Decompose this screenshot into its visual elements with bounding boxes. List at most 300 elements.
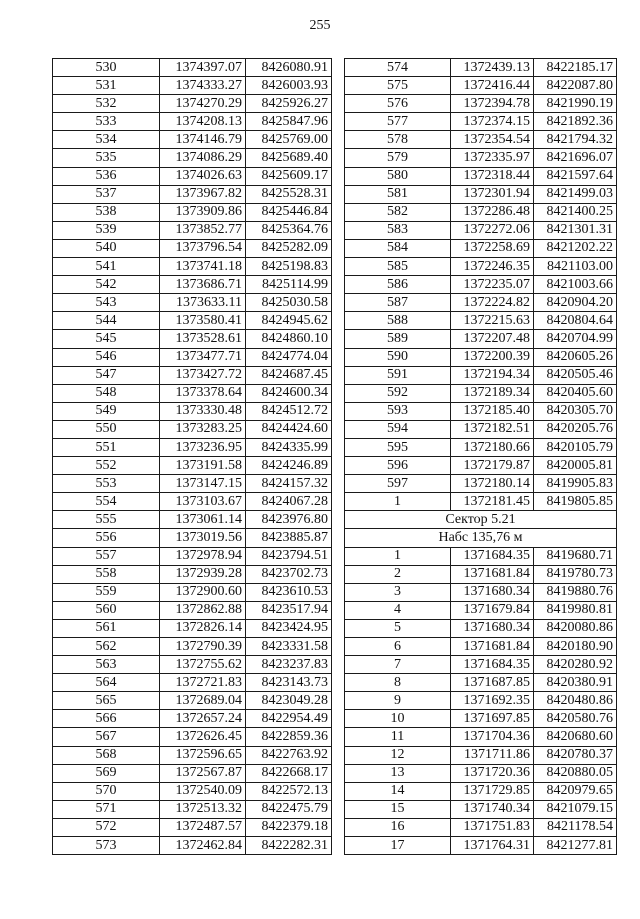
table-row [345,312,617,330]
table-row [345,348,617,366]
table-row [53,800,332,818]
coord-y: 8419780.73 [534,565,617,583]
table-row [53,674,332,692]
coord-x: 1372181.45 [451,493,534,511]
point-number: 592 [345,384,451,402]
point-number: 533 [53,113,160,131]
point-number: 565 [53,692,160,710]
point-number: 563 [53,656,160,674]
table-row [345,167,617,185]
coord-x: 1371720.36 [451,764,534,782]
coord-x: 1372790.39 [160,638,246,656]
table-row [53,203,332,221]
point-number: 1 [345,493,451,511]
table-row [53,837,332,855]
coord-y: 8425847.96 [246,113,332,131]
coord-y: 8424600.34 [246,384,332,402]
coord-x: 1371692.35 [451,692,534,710]
coord-y: 8422763.92 [246,746,332,764]
point-number: 568 [53,746,160,764]
point-number: 571 [53,800,160,818]
point-number: 530 [53,59,160,77]
table-row [345,475,617,493]
coord-y: 8420505.46 [534,366,617,384]
coord-y: 8423702.73 [246,565,332,583]
coord-y: 8425609.17 [246,167,332,185]
point-number: 597 [345,475,451,493]
point-number: 543 [53,294,160,312]
coord-x: 1373477.71 [160,348,246,366]
coord-x: 1372462.84 [160,837,246,855]
coord-y: 8421990.19 [534,95,617,113]
point-number: 540 [53,239,160,257]
coord-x: 1372394.78 [451,95,534,113]
table-row [53,294,332,312]
table-row [53,493,332,511]
coord-x: 1371681.84 [451,565,534,583]
coord-y: 8421277.81 [534,837,617,855]
coord-y: 8423794.51 [246,547,332,565]
coord-x: 1372826.14 [160,619,246,637]
coord-y: 8422859.36 [246,728,332,746]
point-number: 566 [53,710,160,728]
table-row [345,95,617,113]
table-row [53,330,332,348]
coord-x: 1371680.34 [451,619,534,637]
coord-x: 1373741.18 [160,258,246,276]
coord-x: 1372318.44 [451,167,534,185]
coord-y: 8421597.64 [534,167,617,185]
point-number: 16 [345,818,451,836]
point-number: 17 [345,837,451,855]
point-number: 590 [345,348,451,366]
point-number: 564 [53,674,160,692]
coord-y: 8419680.71 [534,547,617,565]
coord-x: 1372179.87 [451,457,534,475]
table-row [53,276,332,294]
point-number: 573 [53,837,160,855]
table-row [345,330,617,348]
point-number: 2 [345,565,451,583]
coord-y: 8419905.83 [534,475,617,493]
coord-x: 1373686.71 [160,276,246,294]
point-number: 535 [53,149,160,167]
point-number: 541 [53,258,160,276]
coord-x: 1372200.39 [451,348,534,366]
coord-y: 8425689.40 [246,149,332,167]
table-row [53,746,332,764]
table-row [53,420,332,438]
coord-x: 1372258.69 [451,239,534,257]
table-row [345,366,617,384]
point-number: 584 [345,239,451,257]
table-row [345,619,617,637]
coordinates-table-right [344,58,617,855]
coord-x: 1372513.32 [160,800,246,818]
point-number: 591 [345,366,451,384]
point-number: 560 [53,601,160,619]
point-number: 556 [53,529,160,547]
table-row [345,728,617,746]
coord-y: 8421202.22 [534,239,617,257]
table-row [345,402,617,420]
coord-x: 1372246.35 [451,258,534,276]
point-number: 15 [345,800,451,818]
coord-x: 1373191.58 [160,457,246,475]
coord-y: 8426003.93 [246,77,332,95]
coord-x: 1372354.54 [451,131,534,149]
table-row [345,113,617,131]
coord-y: 8426080.91 [246,59,332,77]
point-number: 561 [53,619,160,637]
point-number: 13 [345,764,451,782]
table-row [53,113,332,131]
table-row [345,692,617,710]
point-number: 593 [345,402,451,420]
coord-y: 8423237.83 [246,656,332,674]
coord-y: 8422572.13 [246,782,332,800]
coord-x: 1371711.86 [451,746,534,764]
table-row [53,185,332,203]
point-number: 587 [345,294,451,312]
coord-x: 1374333.27 [160,77,246,95]
coord-y: 8424157.32 [246,475,332,493]
table-row [53,475,332,493]
coord-x: 1372224.82 [451,294,534,312]
coord-y: 8420180.90 [534,638,617,656]
coord-x: 1372978.94 [160,547,246,565]
coord-y: 8420680.60 [534,728,617,746]
table-row [345,384,617,402]
point-number: 574 [345,59,451,77]
table-row [53,258,332,276]
table-row [345,438,617,456]
table-row [345,800,617,818]
coord-x: 1374270.29 [160,95,246,113]
point-number: 578 [345,131,451,149]
point-number: 537 [53,185,160,203]
coord-y: 8421794.32 [534,131,617,149]
coord-x: 1372180.66 [451,438,534,456]
coordinates-table-left [52,58,332,855]
coord-y: 8420205.76 [534,420,617,438]
sector-title-row [345,511,617,529]
table-row [345,149,617,167]
coord-y: 8420580.76 [534,710,617,728]
table-row [345,59,617,77]
point-number: 534 [53,131,160,149]
coord-y: 8423976.80 [246,511,332,529]
coord-y: 8422282.31 [246,837,332,855]
table-row [345,420,617,438]
coord-x: 1372194.34 [451,366,534,384]
table-row [53,131,332,149]
table-row [53,601,332,619]
coord-y: 8424512.72 [246,402,332,420]
point-number: 12 [345,746,451,764]
coord-x: 1372185.40 [451,402,534,420]
coord-y: 8421892.36 [534,113,617,131]
point-number: 550 [53,420,160,438]
table-row [345,258,617,276]
coord-x: 1372567.87 [160,764,246,782]
point-number: 567 [53,728,160,746]
point-number: 594 [345,420,451,438]
table-row [345,131,617,149]
coord-y: 8423517.94 [246,601,332,619]
coord-y: 8422954.49 [246,710,332,728]
point-number: 589 [345,330,451,348]
table-row [345,746,617,764]
point-number: 559 [53,583,160,601]
point-number: 538 [53,203,160,221]
table-row [345,493,617,511]
coord-x: 1371681.84 [451,638,534,656]
coord-x: 1373852.77 [160,221,246,239]
table-row [53,529,332,547]
table-row [53,656,332,674]
point-number: 570 [53,782,160,800]
coord-y: 8422379.18 [246,818,332,836]
coord-y: 8424335.99 [246,438,332,456]
point-number: 551 [53,438,160,456]
coord-x: 1373378.64 [160,384,246,402]
coord-y: 8420305.70 [534,402,617,420]
coord-x: 1373528.61 [160,330,246,348]
coord-y: 8420280.92 [534,656,617,674]
coord-y: 8420480.86 [534,692,617,710]
table-row [53,818,332,836]
coord-x: 1373580.41 [160,312,246,330]
point-number: 582 [345,203,451,221]
point-number: 549 [53,402,160,420]
coord-x: 1372207.48 [451,330,534,348]
coord-x: 1374086.29 [160,149,246,167]
sector-height-row [345,529,617,547]
point-number: 9 [345,692,451,710]
point-number: 558 [53,565,160,583]
coord-y: 8425528.31 [246,185,332,203]
coord-y: 8423885.87 [246,529,332,547]
coord-x: 1372755.62 [160,656,246,674]
coord-y: 8421499.03 [534,185,617,203]
coord-y: 8422087.80 [534,77,617,95]
point-number: 586 [345,276,451,294]
coord-x: 1371684.35 [451,547,534,565]
page-number: 255 [309,18,331,33]
coord-x: 1372626.45 [160,728,246,746]
table-row [53,619,332,637]
coord-y: 8421003.66 [534,276,617,294]
point-number: 532 [53,95,160,113]
coord-x: 1371740.34 [451,800,534,818]
coord-y: 8424246.89 [246,457,332,475]
point-number: 562 [53,638,160,656]
coord-y: 8421400.25 [534,203,617,221]
coord-x: 1372487.57 [160,818,246,836]
coord-y: 8425926.27 [246,95,332,113]
point-number: 536 [53,167,160,185]
coord-x: 1372286.48 [451,203,534,221]
table-row [345,203,617,221]
point-number: 4 [345,601,451,619]
coord-x: 1371697.85 [451,710,534,728]
point-number: 596 [345,457,451,475]
table-row [53,59,332,77]
point-number: 5 [345,619,451,637]
table-row [53,692,332,710]
coord-y: 8420005.81 [534,457,617,475]
table-row [345,457,617,475]
coord-x: 1373909.86 [160,203,246,221]
table-row [53,167,332,185]
point-number: 581 [345,185,451,203]
table-row [345,276,617,294]
coord-y: 8419980.81 [534,601,617,619]
point-number: 1 [345,547,451,565]
table-row [53,402,332,420]
coord-x: 1372721.83 [160,674,246,692]
table-row [345,547,617,565]
sector-height: Набс 135,76 м [345,529,617,547]
coord-x: 1371729.85 [451,782,534,800]
coord-x: 1371680.34 [451,583,534,601]
point-number: 546 [53,348,160,366]
table-row [53,312,332,330]
coord-y: 8419880.76 [534,583,617,601]
table-row [345,185,617,203]
coord-x: 1372657.24 [160,710,246,728]
coord-y: 8424687.45 [246,366,332,384]
coord-x: 1373147.15 [160,475,246,493]
coord-y: 8424860.10 [246,330,332,348]
point-number: 547 [53,366,160,384]
table-row [345,221,617,239]
coord-x: 1372215.63 [451,312,534,330]
coord-x: 1373103.67 [160,493,246,511]
coord-x: 1373330.48 [160,402,246,420]
table-row [53,366,332,384]
table-row [345,674,617,692]
table-row [53,384,332,402]
coord-y: 8419805.85 [534,493,617,511]
point-number: 545 [53,330,160,348]
coord-x: 1372939.28 [160,565,246,583]
point-number: 11 [345,728,451,746]
table-row [345,656,617,674]
coord-y: 8423424.95 [246,619,332,637]
coord-y: 8421696.07 [534,149,617,167]
coord-x: 1372335.97 [451,149,534,167]
table-row [53,221,332,239]
coord-y: 8421178.54 [534,818,617,836]
coord-x: 1372374.15 [451,113,534,131]
coord-y: 8420405.60 [534,384,617,402]
table-row [53,728,332,746]
coord-x: 1371751.83 [451,818,534,836]
coord-y: 8425030.58 [246,294,332,312]
table-row [53,348,332,366]
point-number: 577 [345,113,451,131]
coord-x: 1372272.06 [451,221,534,239]
sector-title: Сектор 5.21 [345,511,617,529]
point-number: 555 [53,511,160,529]
coord-x: 1371684.35 [451,656,534,674]
coord-x: 1372189.34 [451,384,534,402]
coord-y: 8420880.05 [534,764,617,782]
point-number: 572 [53,818,160,836]
point-number: 531 [53,77,160,95]
table-row [345,601,617,619]
coord-y: 8420904.20 [534,294,617,312]
coord-x: 1374397.07 [160,59,246,77]
coord-x: 1373236.95 [160,438,246,456]
point-number: 544 [53,312,160,330]
coord-y: 8424774.04 [246,348,332,366]
coord-y: 8420780.37 [534,746,617,764]
coord-y: 8420804.64 [534,312,617,330]
point-number: 14 [345,782,451,800]
coord-x: 1371687.85 [451,674,534,692]
coord-x: 1372439.13 [451,59,534,77]
coord-y: 8422475.79 [246,800,332,818]
coord-y: 8425769.00 [246,131,332,149]
coord-y: 8424424.60 [246,420,332,438]
table-row [53,95,332,113]
point-number: 553 [53,475,160,493]
coord-x: 1374208.13 [160,113,246,131]
point-number: 583 [345,221,451,239]
table-row [345,818,617,836]
point-number: 10 [345,710,451,728]
table-row [53,583,332,601]
table-row [345,710,617,728]
point-number: 595 [345,438,451,456]
point-number: 552 [53,457,160,475]
coord-x: 1373633.11 [160,294,246,312]
point-number: 579 [345,149,451,167]
coord-y: 8420080.86 [534,619,617,637]
table-row [345,837,617,855]
coord-x: 1373427.72 [160,366,246,384]
table-row [345,294,617,312]
coord-y: 8425198.83 [246,258,332,276]
coord-y: 8423143.73 [246,674,332,692]
point-number: 542 [53,276,160,294]
table-row [53,457,332,475]
coord-y: 8421079.15 [534,800,617,818]
coord-x: 1373796.54 [160,239,246,257]
coord-x: 1373019.56 [160,529,246,547]
point-number: 7 [345,656,451,674]
table-row [345,583,617,601]
table-row [53,77,332,95]
table-row [345,638,617,656]
coord-x: 1373283.25 [160,420,246,438]
coord-y: 8421103.00 [534,258,617,276]
coord-x: 1373967.82 [160,185,246,203]
table-row [345,77,617,95]
point-number: 3 [345,583,451,601]
point-number: 576 [345,95,451,113]
table-row [53,438,332,456]
coord-y: 8420979.65 [534,782,617,800]
table-row [53,710,332,728]
coord-x: 1372235.07 [451,276,534,294]
point-number: 6 [345,638,451,656]
coord-x: 1374146.79 [160,131,246,149]
coord-x: 1372416.44 [451,77,534,95]
